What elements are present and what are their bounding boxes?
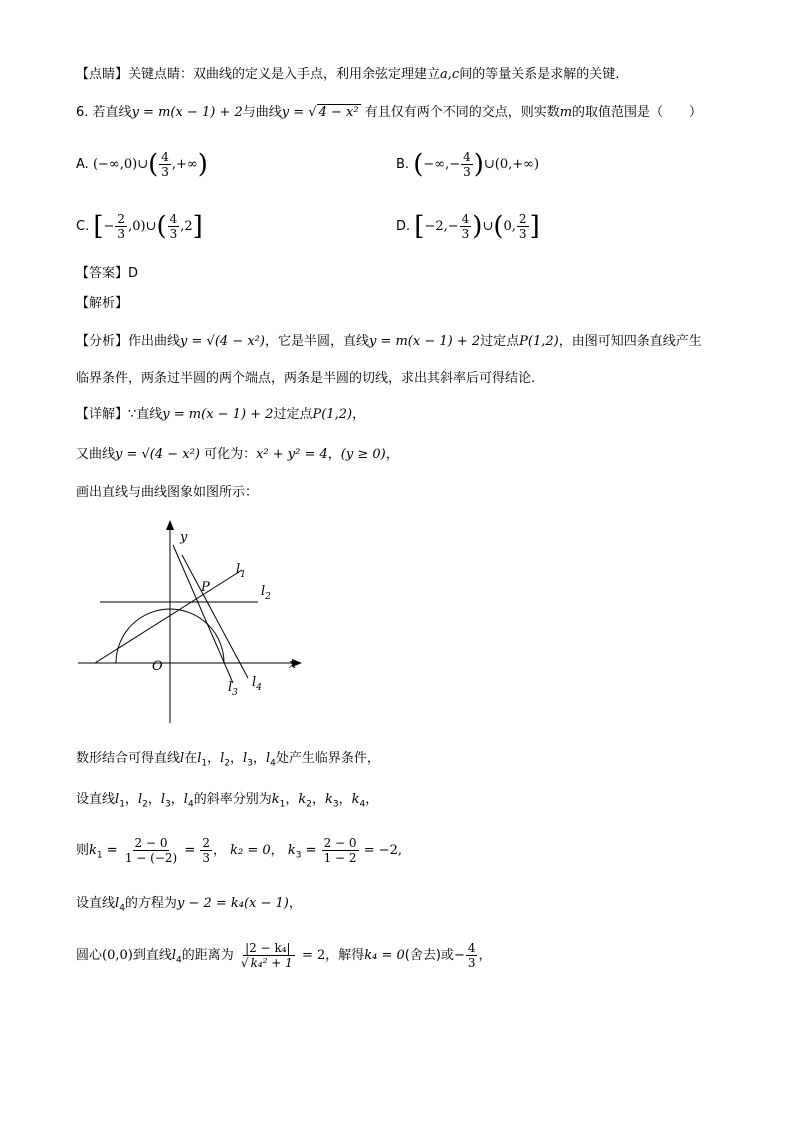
option-a-post: ,+∞ [171,157,198,172]
l2-label: $l_2$ [261,584,271,602]
question-p3: 有且仅有两个不同的交点，则实数 [364,105,560,120]
p-label: P [201,580,210,595]
question-curve-lhs: y = [281,105,309,120]
option-b-label: B. [396,157,410,172]
note-text2: 间的等量关系是求解的关键. [459,67,620,82]
y-label: y [180,530,188,545]
option-d-label: D. [396,219,411,234]
detail-cond: (y ≥ 0) [340,447,386,462]
note-text: 关键点睛：双曲线的定义是入手点，利用余弦定理建立 [128,67,441,82]
option-d-mid2: 0, [503,219,516,234]
answer-tag: 【答案】 [76,266,129,281]
option-d: D. [−2,− $\frac{4}{3}$ )∪(0, $\frac{2}{3}$ ] [396,211,540,242]
analysis-heading: 【解析】 [76,296,129,311]
question-number: 6. [76,105,89,120]
l3-label: $l_3$ [228,680,238,698]
question-line-eq: y = m(x − 1) + 2 [131,105,243,120]
after-line-1: 数形结合可得直线l在$l_1$，$l_2$，$l_3$，$l_4$处产生临界条件， [76,751,380,769]
after-line-2: 设直线$l_1$，$l_2$，$l_3$，$l_4$的斜率分别为$k_1$，$k_2$，$k_3$，$k_4$， [76,792,379,810]
question-line: 6. 若直线y = m(x − 1) + 2与曲线y = √ 4 − x² 有且仅有两个不同的交点，则实数m的取值范围是（ ） [76,105,703,120]
note-vars: a,c [440,67,460,82]
question-p2: 与曲线 [242,105,282,120]
analysis-line-2: 临界条件，两条过半圆的两个端点，两条是半圆的切线，求出其斜率后可得结论. [76,371,536,386]
analysis-t1: 作出曲线 [128,334,181,349]
detail-t7: ， [385,447,399,462]
detail-line-2 [76,445,399,465]
note-line [76,65,619,85]
question-curve-radicand: 4 − x² [318,105,359,120]
analysis-t3: 过定点 [480,334,520,349]
option-c-frac2: $\frac{4}{3}$ [169,212,178,241]
detail-line-3: 画出直线与曲线图象如图所示： [76,485,259,500]
l4-label: $l_4$ [252,675,262,693]
origin-label: O [152,659,163,674]
y-axis-arrow [166,520,174,530]
option-b-post: ∪(0,+∞) [483,157,540,172]
option-d-frac2: $\frac{2}{3}$ [518,212,527,241]
question-p1: 若直线 [92,105,132,120]
option-a-pre: (−∞,0)∪ [92,157,149,172]
slopes-line: 则$k_1$ = $\frac{2 - 0}{1 - (-2)}$ = $\frac{2}{3}$ ， k₂ = 0， $k_3$ = $\frac{2 - 0}{1 - 2}$ = −2, [76,836,403,865]
line-l3 [173,545,233,683]
x-label: x [289,657,297,672]
option-d-frac1: $\frac{4}{3}$ [461,212,470,241]
l4-equation-line: 设直线$l_4$的方程为y − 2 = k₄(x − 1)， [76,896,302,914]
detail-t3: ， [352,407,366,422]
analysis-t2: ，它是半圆，直线 [264,334,369,349]
l1-label: $l_1$ [236,562,246,580]
question-var: m [559,105,573,120]
analysis-curve: y = √(4 − x²) [180,334,265,349]
option-c-post: ,2 [180,219,193,234]
analysis-t4: ，由图可知四条直线产生 [558,334,702,349]
option-b: B. (−∞,− $\frac{4}{3}$ )∪(0,+∞) [396,149,540,180]
answer-value: D [128,266,139,281]
option-a-frac: $\frac{4}{3}$ [161,150,169,179]
option-c-mid: ,0)∪ [128,219,157,234]
option-b-frac: $\frac{4}{3}$ [463,150,471,179]
distance-line: 圆心(0,0)到直线$l_4$的距离为 $\frac{\text{|2 − k₄|}}{\text{√ k₄² + 1}}$ = 2，解得k₄ = 0(舍去)或− $\frac{4}{3}$ ， [76,941,492,970]
question-p4: 的取值范围是（ ） [572,105,703,120]
detail-tag: 【详解】 [76,407,129,422]
detail-t6: ， [327,447,341,462]
option-a-label: A. [76,157,89,172]
option-d-mid: ∪ [482,219,494,234]
analysis-tag: 【分析】 [76,334,129,349]
option-d-pre: −2,− [424,219,459,234]
graph-figure [70,518,320,728]
option-c-frac1: $\frac{2}{3}$ [117,212,126,241]
detail-t4: 又曲线 [76,447,116,462]
analysis-point: P(1,2) [519,334,559,349]
detail-curve: y = √(4 − x²) [115,447,200,462]
option-a: A. (−∞,0)∪( $\frac{4}{3}$ ,+∞) [76,149,208,180]
answer-line [76,264,138,284]
option-c-pre: − [103,219,115,234]
option-c-label: C. [76,219,90,234]
detail-point: P(1,2) [312,407,353,422]
detail-line-1 [76,405,365,425]
detail-t2: 过定点 [273,407,313,422]
option-c: C. [− $\frac{2}{3}$ ,0)∪( $\frac{4}{3}$ ,2] [76,211,203,242]
analysis-line-eq: y = m(x − 1) + 2 [368,334,481,349]
detail-line-eq: y = m(x − 1) + 2 [162,407,274,422]
option-b-pre: −∞,− [423,157,461,172]
analysis-line-1 [76,332,702,352]
detail-eq: x² + y² = 4 [256,447,328,462]
line-l1 [95,570,242,663]
detail-t1: ∵直线 [128,407,163,422]
note-tag: 【点睛】 [76,67,129,82]
detail-t5: 可化为： [204,447,257,462]
